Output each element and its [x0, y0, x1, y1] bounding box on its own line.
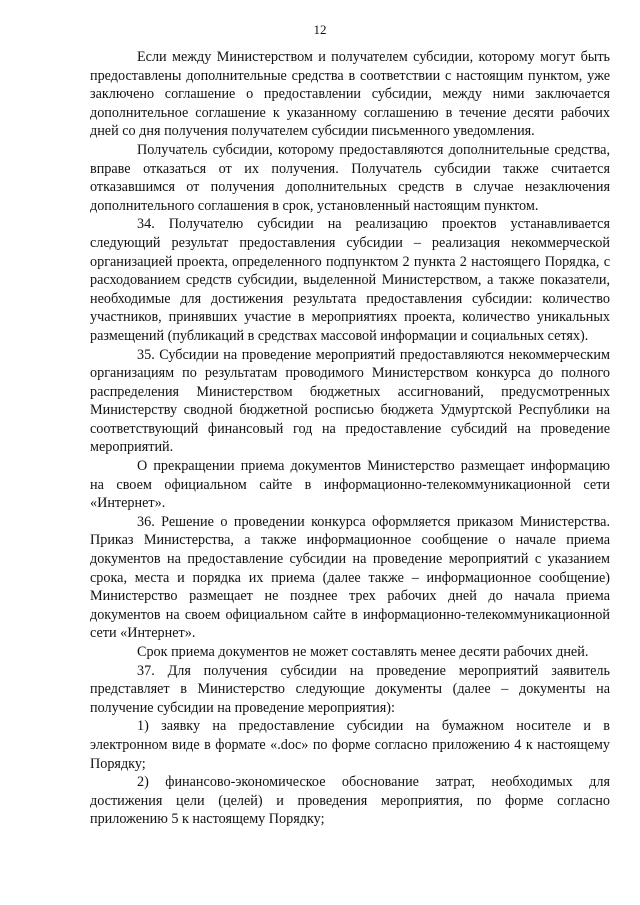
paragraph: О прекращении приема документов Министерство размещает информацию на своем официальном сайте в информационно-телекоммуникационной сети «Интернет».	[90, 458, 610, 512]
paragraph: Срок приема документов не может составлять менее десяти рабочих дней.	[137, 644, 589, 660]
paragraph: 35. Субсидии на проведение мероприятий предоставляются некоммерческим организациям по результатам проводимого Министерством конкурса до полного распределения Министерством бюджетных ассигнований, предусмотренных Министерству сводной бюджетной росписью бюджета Удмуртской Республики на соответствующий финансовый год на предоставление субсидий на проведение мероприятий.	[90, 346, 610, 456]
paragraph: 36. Решение о проведении конкурса оформляется приказом Министерства. Приказ Министерства, а также информационное сообщение о начале приема документов на предоставление субсидии на проведение мероприятий с указанием срока, места и порядка их приема (далее также – информационное сообщение) Министерство размещает не позднее трех рабочих дней до начала приема документов на своем официальном сайте в информационно-телекоммуникационной сети «Интернет».	[90, 513, 610, 642]
document-body	[90, 48, 610, 829]
list-item: 2) финансово-экономическое обоснование затрат, необходимых для достижения цели (целей) и проведения мероприятия, по форме согласно приложению 5 к настоящему Порядку;	[90, 774, 610, 828]
paragraph: 34. Получателю субсидии на реализацию проектов устанавливается следующий результат предоставления субсидии – реализация некоммерческой организацией проекта, определенного подпунктом 2 пункта 2 настоящего Порядка, с расходованием средств субсидии, выделенной Министерством, а также показатели, необходимые для достижения результата предоставления субсидии: количество участников, принявших участие в мероприятиях проекта, количество уникальных размещений (публикаций в средствах массовой информации и социальных сетях).	[90, 216, 610, 344]
paragraph: Получатель субсидии, которому предоставляются дополнительные средства, вправе отказаться от их получения. Получатель субсидии также считается отказавшимся от получения дополнительных средств в случае незаключения дополнительного соглашения в срок, установленный настоящим пунктом.	[90, 141, 610, 214]
paragraph: 37. Для получения субсидии на проведение мероприятий заявитель представляет в Министерство следующие документы (далее – документы на получение субсидии на проведение мероприятия):	[90, 662, 610, 716]
list-item: 1) заявку на предоставление субсидии на бумажном носителе и в электронном виде в формате «.doc» по форме согласно приложению 4 к настоящему Порядку;	[90, 718, 610, 772]
paragraph: Если между Министерством и получателем субсидии, которому могут быть предоставлены дополнительные средства в соответствии с настоящим пунктом, уже заключено соглашение о предоставлении субсидии, между ними заключается дополнительное соглашение к указанному соглашению в течение десяти рабочих дней со дня получения получателем субсидии письменного уведомления.	[90, 49, 610, 140]
page-number: 12	[313, 22, 327, 37]
